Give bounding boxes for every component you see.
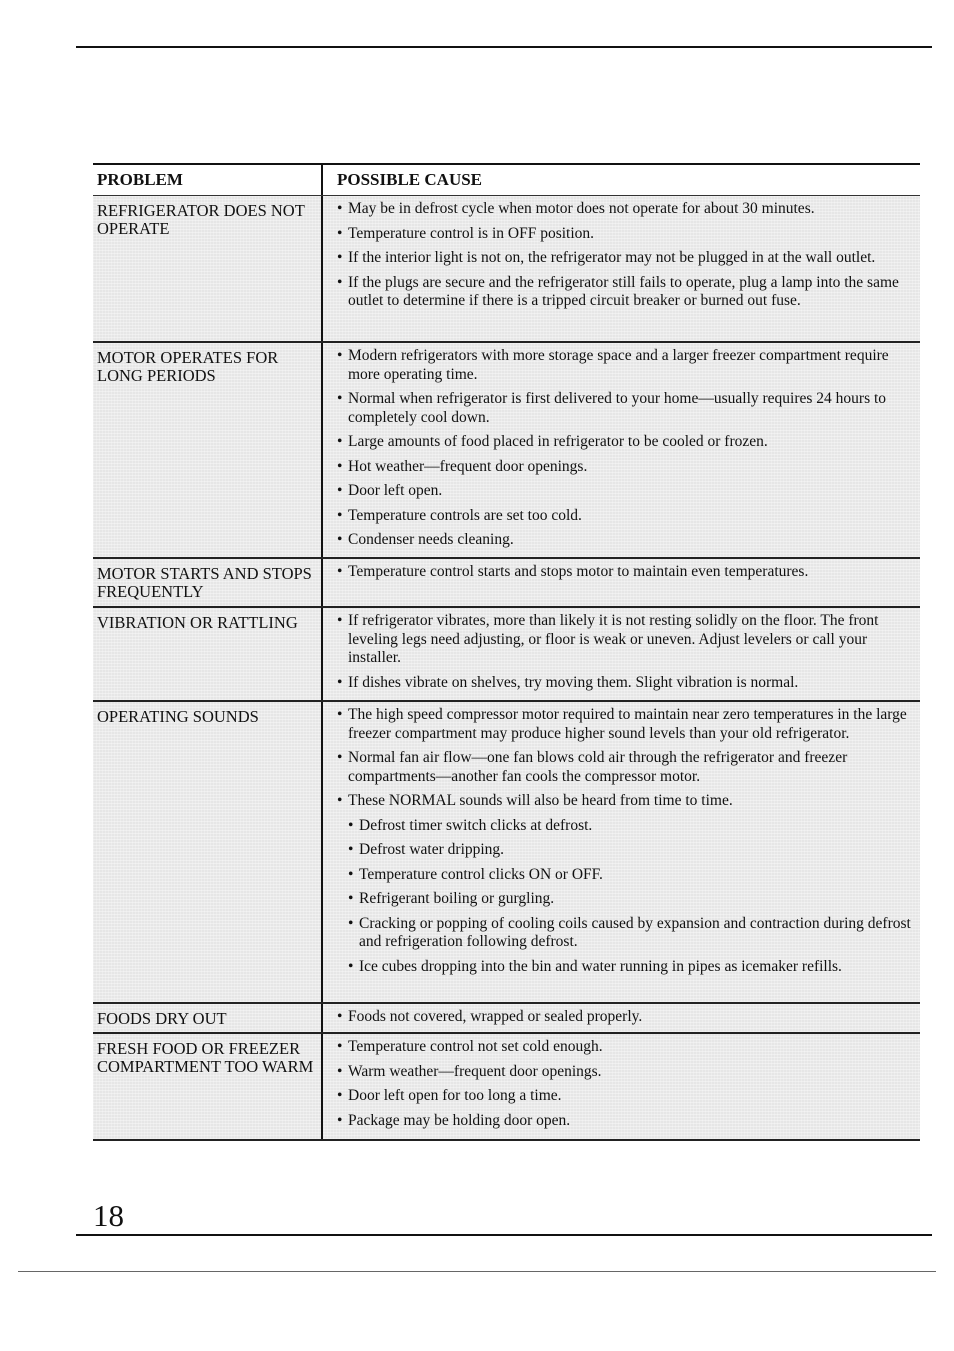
header-problem: PROBLEM (93, 165, 323, 195)
problem-cell: REFRIGERATOR DOES NOT OPERATE (93, 196, 323, 341)
cause-item: • If the plugs are secure and the refrigerator still fails to operate, plug a lamp into the same outlet to determine if there is a tripped circuit breaker or burned out fuse. (337, 274, 916, 311)
table-row-compartment-too-warm (93, 1034, 920, 1141)
cause-cell (323, 196, 920, 341)
cause-item: • Foods not covered, wrapped or sealed properly. (337, 1008, 916, 1027)
sub-cause-item: • Refrigerant boiling or gurgling. (348, 890, 916, 909)
sub-cause-item: • Temperature control clicks ON or OFF. (348, 866, 916, 885)
sub-cause-item: • Defrost water dripping. (348, 841, 916, 860)
cause-cell (323, 559, 920, 606)
top-rule (76, 46, 932, 48)
problem-cell: MOTOR STARTS AND STOPS FREQUENTLY (93, 559, 323, 606)
cause-item: • Door left open. (337, 482, 916, 501)
problem-cell: FRESH FOOD OR FREEZER COMPARTMENT TOO WARM (93, 1034, 323, 1139)
page-edge-line (18, 1271, 936, 1272)
cause-item: • Package may be holding door open. (337, 1112, 916, 1131)
cause-item: • Modern refrigerators with more storage space and a larger freezer compartment require more operating time. (337, 347, 916, 384)
problem-cell: VIBRATION OR RATTLING (93, 608, 323, 700)
table-row-foods-dry-out (93, 1004, 920, 1034)
cause-item: • May be in defrost cycle when motor does not operate for about 30 minutes. (337, 200, 916, 219)
problem-cell: MOTOR OPERATES FOR LONG PERIODS (93, 343, 323, 557)
table-row-refrigerator-does-not-operate (93, 196, 920, 343)
cause-cell (323, 343, 920, 557)
bottom-rule (76, 1234, 932, 1236)
table-row-operating-sounds (93, 702, 920, 1004)
page-number: 18 (93, 1198, 124, 1233)
table-row-motor-starts-stops (93, 559, 920, 608)
sub-cause-item: • Defrost timer switch clicks at defrost. (348, 817, 916, 836)
cause-item: • Normal fan air flow—one fan blows cold air through the refrigerator and freezer compartments—another fan cools the compressor motor. (337, 749, 916, 786)
cause-item: • Door left open for too long a time. (337, 1087, 916, 1106)
cause-cell (323, 1034, 920, 1139)
problem-cell: OPERATING SOUNDS (93, 702, 323, 1002)
problem-cell: FOODS DRY OUT (93, 1004, 323, 1032)
cause-cell (323, 702, 920, 1002)
cause-item: • If dishes vibrate on shelves, try moving them. Slight vibration is normal. (337, 674, 916, 693)
cause-item: • The high speed compressor motor required to maintain near zero temperatures in the large freezer compartment may produce higher sound levels than your old refrigerator. (337, 706, 916, 743)
cause-item: • Temperature controls are set too cold. (337, 507, 916, 526)
cause-item: • Condenser needs cleaning. (337, 531, 916, 550)
cause-item: • Temperature control not set cold enough. (337, 1038, 916, 1057)
troubleshooting-table (93, 163, 920, 1141)
cause-item: • If the interior light is not on, the refrigerator may not be plugged in at the wall outlet. (337, 249, 916, 268)
header-possible-cause: POSSIBLE CAUSE (337, 170, 483, 189)
cause-cell (323, 1004, 920, 1032)
cause-item: • Normal when refrigerator is first delivered to your home—usually requires 24 hours to completely cool down. (337, 390, 916, 427)
table-row-vibration-rattling (93, 608, 920, 702)
cause-item: • If refrigerator vibrates, more than likely it is not resting solidly on the floor. The front leveling legs need adjusting, or floor is weak or uneven. Adjust levelers or call your installer. (337, 612, 916, 668)
sub-cause-item: • Ice cubes dropping into the bin and water running in pipes as icemaker refills. (348, 958, 916, 977)
table-row-motor-operates-long (93, 343, 920, 559)
sub-cause-item: • Cracking or popping of cooling coils caused by expansion and contraction during defrost and refrigeration following defrost. (348, 915, 916, 952)
cause-cell (323, 608, 920, 700)
cause-item: • Hot weather—frequent door openings. (337, 458, 916, 477)
table-header (93, 165, 920, 196)
cause-item: • Temperature control is in OFF position. (337, 225, 916, 244)
cause-item: • Temperature control starts and stops motor to maintain even temperatures. (337, 563, 916, 582)
cause-item: • Warm weather—frequent door openings. (337, 1063, 916, 1082)
cause-item: • These NORMAL sounds will also be heard from time to time. (337, 792, 916, 811)
cause-item: • Large amounts of food placed in refrigerator to be cooled or frozen. (337, 433, 916, 452)
